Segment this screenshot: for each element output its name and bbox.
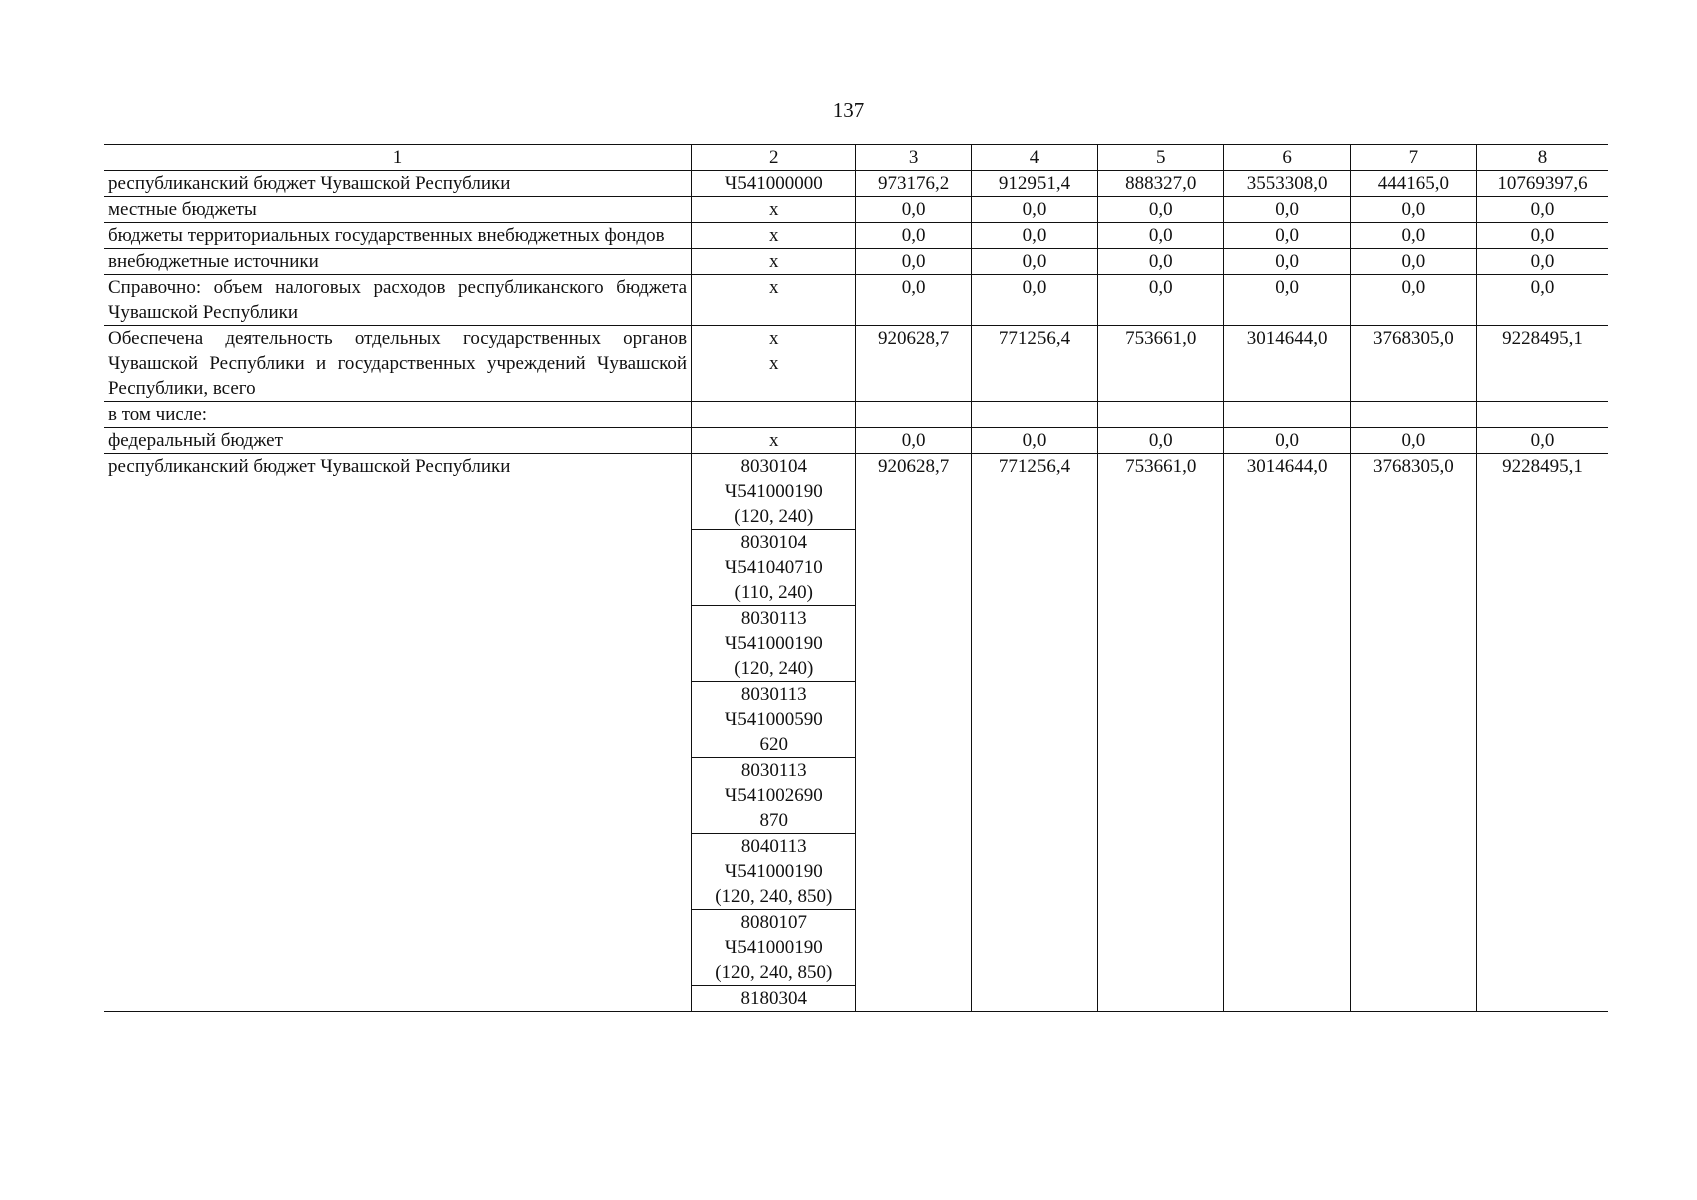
code-line: 8080107 bbox=[740, 912, 808, 933]
header-cell: 6 bbox=[1224, 145, 1350, 171]
row-name: в том числе: bbox=[104, 402, 692, 428]
code-line: 8040113 bbox=[740, 836, 807, 857]
value-cell: 0,0 bbox=[1477, 223, 1608, 249]
header-row bbox=[104, 145, 1608, 171]
value-cell: 9228495,1 bbox=[1477, 326, 1608, 402]
code-line: 8030113 bbox=[740, 684, 807, 705]
code-block bbox=[692, 454, 855, 530]
value-cell: 753661,0 bbox=[1098, 326, 1224, 402]
code-line: 8030113 bbox=[740, 608, 807, 629]
header-cell: 7 bbox=[1350, 145, 1476, 171]
row-name: республиканский бюджет Чувашской Республики bbox=[104, 454, 692, 1012]
table-row bbox=[104, 197, 1608, 223]
code-block bbox=[692, 223, 855, 248]
value-cell: 912951,4 bbox=[971, 171, 1097, 197]
value-cell: 0,0 bbox=[1224, 197, 1350, 223]
header-cell: 2 bbox=[692, 145, 856, 171]
value-cell: 0,0 bbox=[856, 249, 971, 275]
value-cell: 0,0 bbox=[1350, 428, 1476, 454]
code-line: (120, 240, 850) bbox=[715, 962, 833, 983]
code-line: x bbox=[769, 277, 779, 298]
value-cell bbox=[856, 402, 971, 428]
code-block bbox=[692, 910, 855, 986]
value-cell: 0,0 bbox=[856, 428, 971, 454]
code-line: Ч541000590 bbox=[724, 709, 823, 730]
code-block bbox=[692, 197, 855, 222]
row-name: бюджеты территориальных государственных внебюджетных фондов bbox=[104, 223, 692, 249]
value-cell: 0,0 bbox=[1477, 249, 1608, 275]
code-line: 8030104 bbox=[740, 456, 808, 477]
code-line: Ч541000190 bbox=[724, 937, 823, 958]
value-cell: 0,0 bbox=[1224, 223, 1350, 249]
table-row bbox=[104, 326, 1608, 402]
table-row bbox=[104, 249, 1608, 275]
value-cell: 0,0 bbox=[1098, 428, 1224, 454]
value-cell: 920628,7 bbox=[856, 454, 971, 1012]
value-cell bbox=[1477, 402, 1608, 428]
row-code bbox=[692, 249, 856, 275]
value-cell: 771256,4 bbox=[971, 326, 1097, 402]
code-block bbox=[692, 428, 855, 453]
code-line: x bbox=[769, 353, 779, 374]
value-cell: 0,0 bbox=[971, 249, 1097, 275]
value-cell: 0,0 bbox=[856, 275, 971, 326]
row-name: республиканский бюджет Чувашской Республики bbox=[104, 171, 692, 197]
row-code bbox=[692, 197, 856, 223]
code-line: 870 bbox=[759, 810, 789, 831]
value-cell: 0,0 bbox=[1224, 275, 1350, 326]
value-cell: 0,0 bbox=[971, 428, 1097, 454]
value-cell: 3768305,0 bbox=[1350, 454, 1476, 1012]
code-line: x bbox=[769, 251, 779, 272]
value-cell: 0,0 bbox=[1477, 275, 1608, 326]
header-cell: 4 bbox=[971, 145, 1097, 171]
value-cell: 0,0 bbox=[1477, 428, 1608, 454]
row-code bbox=[692, 402, 856, 428]
header-cell: 5 bbox=[1098, 145, 1224, 171]
code-line: 8030113 bbox=[740, 760, 807, 781]
code-line: x bbox=[769, 430, 779, 451]
header-cell: 1 bbox=[104, 145, 692, 171]
header-cell: 3 bbox=[856, 145, 971, 171]
code-line: Ч541000000 bbox=[724, 173, 823, 194]
value-cell: 973176,2 bbox=[856, 171, 971, 197]
code-line: (120, 240) bbox=[734, 506, 814, 527]
code-block bbox=[692, 402, 855, 427]
value-cell: 0,0 bbox=[1098, 249, 1224, 275]
code-line: 620 bbox=[759, 734, 789, 755]
value-cell: 0,0 bbox=[1477, 197, 1608, 223]
table-row bbox=[104, 454, 1608, 1012]
code-block bbox=[692, 682, 855, 758]
table-row bbox=[104, 402, 1608, 428]
code-block bbox=[692, 986, 855, 1011]
value-cell: 920628,7 bbox=[856, 326, 971, 402]
code-line: (110, 240) bbox=[734, 582, 813, 603]
row-code bbox=[692, 275, 856, 326]
code-block bbox=[692, 326, 855, 376]
value-cell: 753661,0 bbox=[1098, 454, 1224, 1012]
value-cell: 10769397,6 bbox=[1477, 171, 1608, 197]
page-number: 137 bbox=[832, 98, 865, 122]
code-line: x bbox=[769, 328, 779, 349]
row-name: местные бюджеты bbox=[104, 197, 692, 223]
row-name: Обеспечена деятельность отдельных государственных органов Чувашской Республики и государственных учреждений Чувашской Республики, всего bbox=[104, 326, 692, 402]
code-line: x bbox=[769, 225, 779, 246]
code-block bbox=[692, 275, 855, 300]
value-cell: 9228495,1 bbox=[1477, 454, 1608, 1012]
value-cell bbox=[1098, 402, 1224, 428]
code-line: Ч541002690 bbox=[724, 785, 823, 806]
code-line: (120, 240, 850) bbox=[715, 886, 833, 907]
value-cell: 0,0 bbox=[1224, 428, 1350, 454]
row-name: федеральный бюджет bbox=[104, 428, 692, 454]
row-code bbox=[692, 223, 856, 249]
budget-table bbox=[104, 144, 1608, 1012]
value-cell: 3553308,0 bbox=[1224, 171, 1350, 197]
row-code bbox=[692, 454, 856, 1012]
code-line: 8030104 bbox=[740, 532, 808, 553]
value-cell: 0,0 bbox=[971, 275, 1097, 326]
value-cell: 3014644,0 bbox=[1224, 454, 1350, 1012]
value-cell: 888327,0 bbox=[1098, 171, 1224, 197]
value-cell: 0,0 bbox=[1098, 275, 1224, 326]
code-block bbox=[692, 758, 855, 834]
code-line: x bbox=[769, 199, 779, 220]
code-line: Ч541040710 bbox=[724, 557, 823, 578]
value-cell: 3014644,0 bbox=[1224, 326, 1350, 402]
row-code bbox=[692, 326, 856, 402]
code-line: (120, 240) bbox=[734, 658, 814, 679]
value-cell: 0,0 bbox=[1350, 275, 1476, 326]
table-row bbox=[104, 223, 1608, 249]
header-cell: 8 bbox=[1477, 145, 1608, 171]
code-block bbox=[692, 606, 855, 682]
code-line: Ч541000190 bbox=[724, 481, 823, 502]
table-row bbox=[104, 275, 1608, 326]
value-cell bbox=[1224, 402, 1350, 428]
code-block bbox=[692, 834, 855, 910]
code-line: 8180304 bbox=[740, 988, 808, 1009]
value-cell: 0,0 bbox=[1224, 249, 1350, 275]
value-cell: 0,0 bbox=[856, 223, 971, 249]
code-block bbox=[692, 530, 855, 606]
value-cell: 0,0 bbox=[971, 223, 1097, 249]
row-code bbox=[692, 428, 856, 454]
value-cell: 0,0 bbox=[971, 197, 1097, 223]
value-cell: 0,0 bbox=[1350, 223, 1476, 249]
value-cell: 444165,0 bbox=[1350, 171, 1476, 197]
table-body bbox=[104, 145, 1608, 1012]
code-block bbox=[692, 249, 855, 274]
row-name: внебюджетные источники bbox=[104, 249, 692, 275]
row-name: Справочно: объем налоговых расходов республиканского бюджета Чувашской Республики bbox=[104, 275, 692, 326]
value-cell: 0,0 bbox=[1350, 249, 1476, 275]
value-cell: 3768305,0 bbox=[1350, 326, 1476, 402]
code-block bbox=[692, 171, 855, 196]
table-row bbox=[104, 171, 1608, 197]
code-line: Ч541000190 bbox=[724, 633, 823, 654]
value-cell: 771256,4 bbox=[971, 454, 1097, 1012]
value-cell: 0,0 bbox=[1098, 197, 1224, 223]
value-cell: 0,0 bbox=[1350, 197, 1476, 223]
value-cell bbox=[971, 402, 1097, 428]
table-row bbox=[104, 428, 1608, 454]
code-line: Ч541000190 bbox=[724, 861, 823, 882]
value-cell: 0,0 bbox=[856, 197, 971, 223]
code-line bbox=[692, 402, 855, 427]
value-cell bbox=[1350, 402, 1476, 428]
row-code bbox=[692, 171, 856, 197]
value-cell: 0,0 bbox=[1098, 223, 1224, 249]
